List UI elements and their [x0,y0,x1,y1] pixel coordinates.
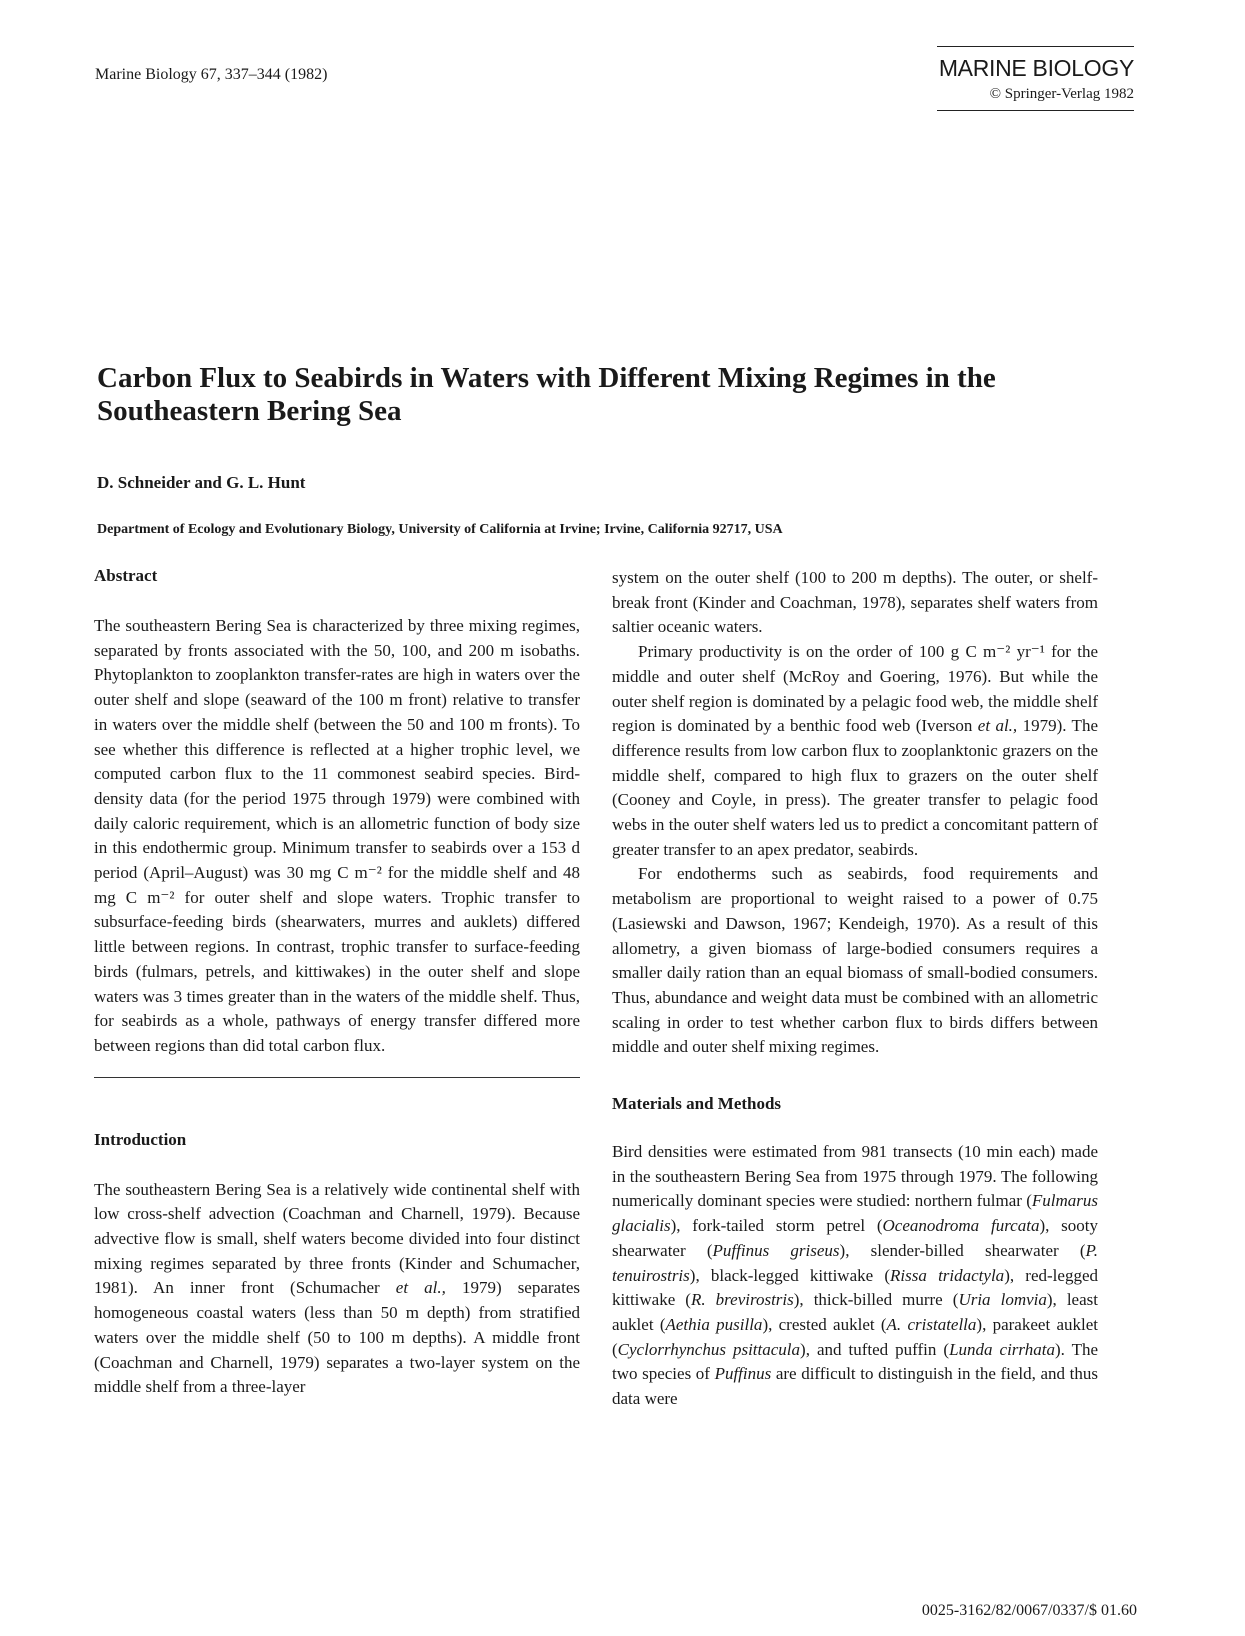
introduction-paragraph-1: The southeastern Bering Sea is a relatively wide continental shelf with low cross-shelf advection (Coachman and Charnell, 1979). Because advective flow is small, shelf waters become divided into four distinct mixing regimes separated by three fronts (Kinder and Schumacher, 1981). An inner front (Schumacher et al., 1979) separates homogeneous coastal waters (less than 50 m depth) from stratified waters over the middle shelf (50 to 100 m depths). A middle front (Coachman and Charnell, 1979) separates a two-layer system on the middle shelf from a three-layer [94,1179,580,1397]
introduction-heading: Introduction [94,1129,187,1149]
abstract-text: The southeastern Bering Sea is characterized by three mixing regimes, separated by fronts associated with the 50, 100, and 200 m isobaths. Phytoplankton to zooplankton transfer-rates are high in waters over the outer shelf and slope (seaward of the 100 m front) relative to transfer in waters over the middle shelf (between the 50 and 100 m fronts). To see whether this difference is reflected at a higher trophic level, we computed carbon flux to the 11 commonest seabird species. Bird-density data (for the period 1975 through 1979) were combined with daily caloric requirement, which is an allometric function of body size in this endothermic group. Minimum transfer to seabirds over a 153 d period (April–August) was 30 mg C m⁻² for the middle shelf and 48 mg C m⁻² for outer shelf and slope waters. Trophic transfer to subsurface-feeding birds (shearwaters, murres and auklets) differed little between regions. In contrast, trophic transfer to surface-feeding birds (fulmars, petrels, and kittiwakes) in the outer shelf and slope waters was 3 times greater than in the waters of the middle shelf. Thus, for seabirds as a whole, pathways of energy transfer differed more between regions than did total carbon flux. [94,616,580,1055]
journal-brand-block [937,46,1134,111]
methods-heading: Materials and Methods [612,1094,782,1114]
journal-copyright: © Springer-Verlag 1982 [989,86,1134,102]
abstract-divider [94,1077,580,1078]
author-affiliation: Department of Ecology and Evolutionary Biology, University of California at Irvine; Irvine, California 92717, USA [97,522,783,537]
introduction-paragraph-2: Primary productivity is on the order of 100 g C m⁻² yr⁻¹ for the middle and outer shelf (McRoy and Goering, 1976). But while the outer shelf region is dominated by a pelagic food web, the middle shelf region is dominated by a benthic food web (Iverson et al., 1979). The difference results from low carbon flux to zooplanktonic grazers on the middle shelf, compared to high flux to grazers on the outer shelf (Cooney and Coyle, in press). The greater transfer to pelagic food webs in the outer shelf waters led us to predict a concomitant pattern of greater transfer to an apex predator, seabirds. [612,642,1098,859]
left-column [94,566,580,1400]
journal-brand-name: MARINE BIOLOGY [938,55,1134,81]
article-title: Carbon Flux to Seabirds in Waters with Different Mixing Regimes in the Southeastern Bering Sea [97,362,996,427]
abstract-heading: Abstract [94,566,158,585]
methods-paragraph-1: Bird densities were estimated from 981 transects (10 min each) made in the southeastern Bering Sea from 1975 through 1979. The following numerically dominant species were studied: northern fulmar (Fulmarus glacialis), fork-tailed storm petrel (Oceanodroma furcata), sooty shearwater (Puffinus griseus), slender-billed shearwater (P. tenuirostris), black-legged kittiwake (Rissa tridactyla), red-legged kittiwake (R. brevirostris), thick-billed murre (Uria lomvia), least auklet (Aethia pusilla), crested auklet (A. cristatella), parakeet auklet (Cyclorrhynchus psittacula), and tufted puffin (Lunda cirrhata). The two species of Puffinus are difficult to distinguish in the field, and thus data were [612,1142,1099,1409]
introduction-paragraph-1-continued: system on the outer shelf (100 to 200 m depths). The outer, or shelf-break front (Kinder and Coachman, 1978), separates shelf waters from saltier oceanic waters. [612,568,1098,637]
article-code: 0025-3162/82/0067/0337/$ 01.60 [921,1602,1137,1619]
introduction-paragraph-3: For endotherms such as seabirds, food requirements and metabolism are proportional to weight raised to a power of 0.75 (Lasiewski and Dawson, 1967; Kendeigh, 1970). As a result of this allometry, a given biomass of large-bodied consumers requires a smaller daily ration than an equal biomass of small-bodied consumers. Thus, abundance and weight data must be combined with an allometric scaling in order to test whether carbon flux to birds differs between middle and outer shelf mixing regimes. [612,864,1098,1057]
right-column [612,566,1098,1412]
article-authors: D. Schneider and G. L. Hunt [97,473,306,492]
journal-reference: Marine Biology 67, 337–344 (1982) [95,66,328,83]
